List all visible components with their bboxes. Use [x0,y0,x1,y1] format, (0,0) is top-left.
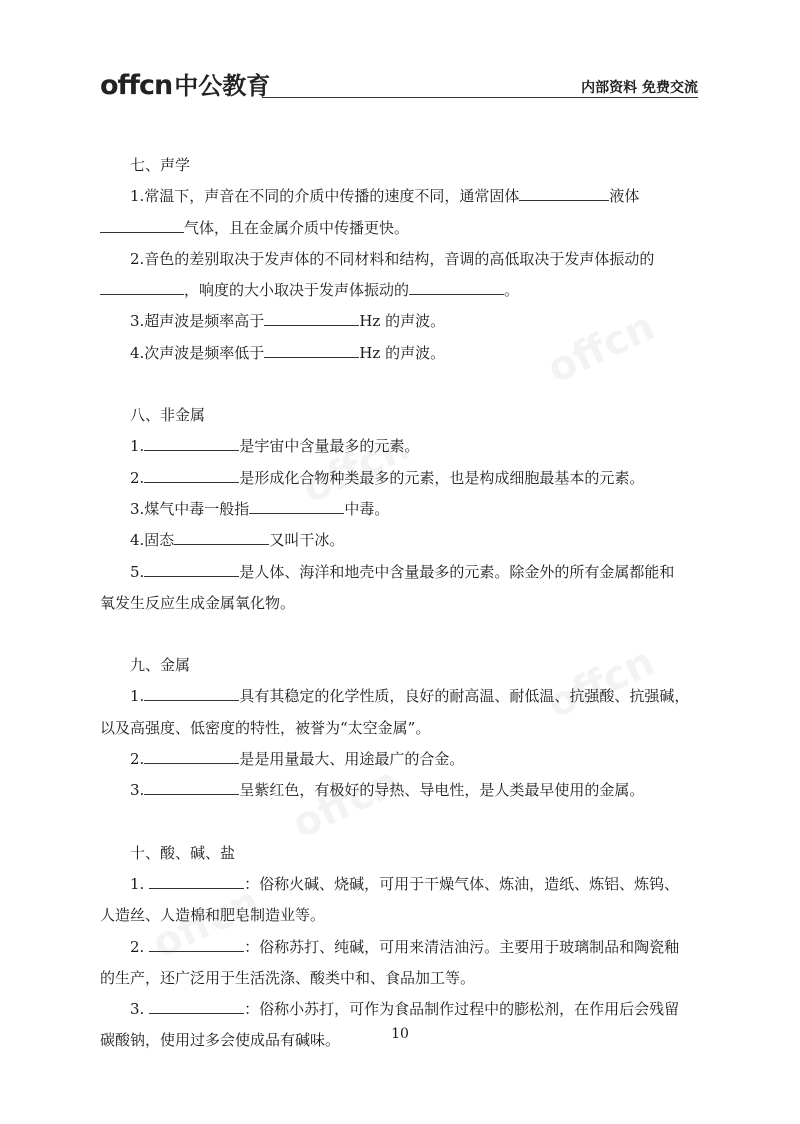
question-number: 3. [130,1000,145,1019]
question-line [130,557,700,588]
question-line [130,525,700,556]
question-line [130,181,700,212]
question-number: 1. [130,437,145,456]
question-text: 是形成化合物种类最多的元素，也是构成细胞最基本的元素。 [239,468,645,487]
question-text: 是宇宙中含量最多的元素。 [239,437,420,456]
question-number: 2. [130,750,145,769]
question-line [100,588,700,619]
question-number: 5. [130,562,145,581]
question-text: 氧发生反应生成金属氧化物。 [100,593,296,612]
page-content [100,150,700,1057]
question-line [130,932,700,963]
question-text: Hz 的声波。 [359,312,446,331]
fill-blank [149,999,244,1014]
question-text: 气体，且在金属介质中传播更快。 [184,218,410,237]
question-text: ：俗称苏打、纯碱，可用来清洁油污。主要用于玻璃制品和陶瓷釉 [244,937,680,956]
question-text: ，响度的大小取决于发声体振动的 [184,281,410,300]
fill-blank [409,280,504,295]
fill-blank [264,311,359,326]
fill-blank [100,280,184,295]
fill-blank [264,343,359,358]
fill-blank [144,749,239,764]
question-text: 4.次声波是频率低于 [130,343,265,362]
question-line [130,681,700,712]
question-number: 1. [130,687,145,706]
question-text: ：俗称小苏打，可作为食品制作过程中的膨松剂，在作用后会残留 [244,1000,680,1019]
fill-blank [144,436,239,451]
question-text: ：俗称火碱、烧碱，可用于干燥气体、炼油，造纸、炼铝、炼钨、 [244,874,680,893]
question-text: 的生产，还广泛用于生活洗涤、酸类中和、食品加工等。 [100,968,476,987]
fill-blank [519,186,609,201]
question-text: 3.煤气中毒一般指 [130,499,250,518]
page-number: 10 [391,1026,409,1042]
fill-blank [144,686,239,701]
question-line [100,963,700,994]
fill-blank [174,530,269,545]
question-line [130,869,700,900]
question-text: 人造丝、人造棉和肥皂制造业等。 [100,906,326,925]
question-text: 中毒。 [344,499,390,518]
question-line [130,244,700,275]
section-title: 九、金属 [130,656,191,675]
question-number: 2. [130,468,145,487]
section-title: 八、非金属 [130,406,206,425]
question-text: 碳酸钠，使用过多会使成品有碱味。 [100,1031,341,1050]
question-text: 是人体、海洋和地壳中含量最多的元素。除金外的所有金属都能和 [239,562,675,581]
section-gap [130,619,700,650]
section-title: 七、声学 [130,156,191,174]
question-text: 以及高强度、低密度的特性，被誉为“太空金属”。 [100,718,431,737]
question-line [100,713,700,744]
question-number: 1. [130,874,145,893]
question-line [100,900,700,931]
fill-blank [149,937,244,952]
question-text: 2.音色的差别取决于发声体的不同材料和结构，音调的高低取决于发声体振动的 [130,249,655,268]
question-line [130,744,700,775]
question-text: 。 [504,281,520,300]
fill-blank [249,499,344,514]
question-number: 2. [130,937,145,956]
question-text: Hz 的声波。 [359,343,446,362]
fill-blank [149,874,244,889]
question-text: 又叫干冰。 [269,531,345,550]
header-rule [262,97,698,98]
question-line [130,994,700,1025]
question-line [130,775,700,806]
fill-blank [100,218,184,233]
section-gap [130,369,700,400]
question-text: 具有其稳定的化学性质，良好的耐高温、耐低温、抗强酸、抗强碱， [239,687,690,706]
question-line [130,306,700,337]
logo-text-cn: 中公教育 [174,72,271,100]
question-line [130,338,700,369]
question-text: 液体 [609,187,640,206]
question-line [130,463,700,494]
question-line [130,494,700,525]
question-number: 3. [130,781,145,800]
question-text: 1.常温下，声音在不同的介质中传播的速度不同，通常固体 [130,187,520,206]
logo-text-en: offcn [100,70,173,101]
fill-blank [144,562,239,577]
question-line [100,213,700,244]
page-header [100,66,698,100]
section-title: 十、酸、碱、盐 [130,843,236,862]
fill-blank [144,780,239,795]
fill-blank [144,468,239,483]
question-text: 4.固态 [130,531,175,550]
question-text: 是是用量最大、用途最广的合金。 [239,750,465,769]
question-text: 呈紫红色，有极好的导热、导电性，是人类最早使用的金属。 [239,781,645,800]
header-tag: 内部资料 免费交流 [581,80,698,96]
question-line [130,431,700,462]
offcn-logo [100,66,270,101]
section-gap [130,807,700,838]
question-text: 3.超声波是频率高于 [130,312,265,331]
question-line [100,275,700,306]
